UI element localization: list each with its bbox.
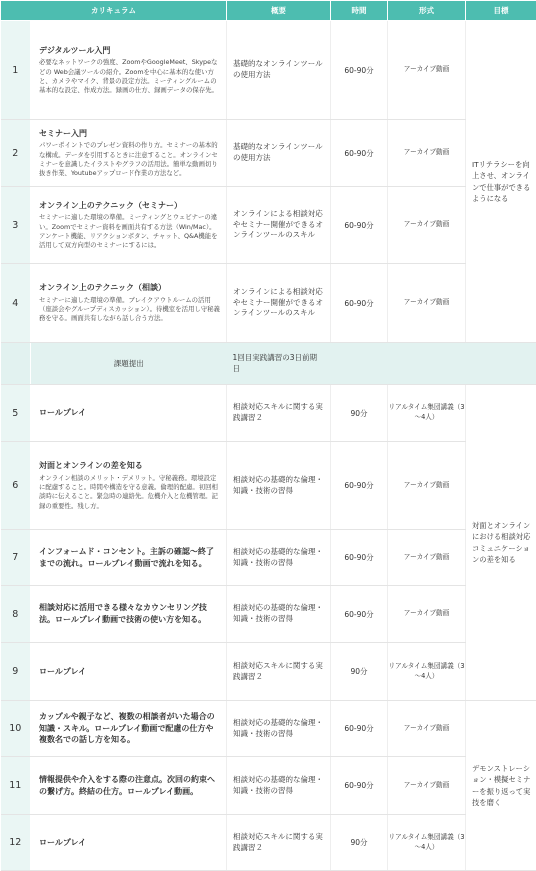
- format-cell: アーカイブ動画: [388, 264, 466, 343]
- table-row: [1, 21, 536, 120]
- time-cell: 60-90分: [331, 120, 388, 187]
- time-cell: 60-90分: [331, 757, 388, 815]
- table-header-row: [1, 1, 536, 21]
- curriculum-cell: [31, 264, 227, 343]
- time-cell: 60-90分: [331, 442, 388, 530]
- row-number-empty: [1, 343, 31, 385]
- overview-cell: 相談対応の基礎的な倫理・知識・技術の習得: [227, 757, 331, 815]
- format-cell: アーカイブ動画: [388, 442, 466, 530]
- format-cell: リアルタイム集団講義（3～4人）: [388, 815, 466, 871]
- curriculum-cell: [31, 643, 227, 701]
- table-row: [1, 757, 536, 815]
- time-cell: 60-90分: [331, 530, 388, 586]
- curriculum-title: ロールプレイ: [39, 407, 220, 419]
- overview-cell: 相談対応スキルに関する実践講習２: [227, 815, 331, 871]
- curriculum-title: カップルや親子など、複数の相談者がいた場合の知識・スキル。ロールプレイ動画で配慮の仕方や複数名での話し方を知る。: [39, 711, 220, 746]
- table-row: [1, 187, 536, 264]
- curriculum-title: ロールプレイ: [39, 666, 220, 678]
- row-number: 7: [1, 530, 31, 586]
- time-cell: 60-90分: [331, 21, 388, 120]
- table-row: [1, 442, 536, 530]
- format-cell: アーカイブ動画: [388, 21, 466, 120]
- row-number: 9: [1, 643, 31, 701]
- format-cell: アーカイブ動画: [388, 120, 466, 187]
- curriculum-cell: [31, 586, 227, 643]
- curriculum-description: パワーポイントでのプレゼン資料の作り方。セミナーの基本的な構成。データを引用するときに注意すること。オンラインセミナーを意識したイラストやグラフの活用法。簡単な動画切り抜き作業、Youtubeアップロード作業の方法など。: [39, 141, 220, 178]
- table-row: [1, 701, 536, 757]
- overview-cell: 基礎的なオンラインツールの使用方法: [227, 21, 331, 120]
- curriculum-cell: [31, 530, 227, 586]
- table-row: [1, 264, 536, 343]
- format-cell: アーカイブ動画: [388, 187, 466, 264]
- curriculum-cell: [31, 701, 227, 757]
- assignment-goal-empty: [466, 343, 536, 385]
- curriculum-title: オンライン上のテクニック（セミナー）: [39, 200, 220, 212]
- assignment-label: 課題提出: [31, 343, 227, 385]
- format-cell: アーカイブ動画: [388, 757, 466, 815]
- format-cell: アーカイブ動画: [388, 701, 466, 757]
- row-number: 5: [1, 385, 31, 442]
- assignment-row: [1, 343, 536, 385]
- format-cell: リアルタイム集団講義（3～4人）: [388, 385, 466, 442]
- row-number: 2: [1, 120, 31, 187]
- curriculum-cell: [31, 120, 227, 187]
- assignment-format-empty: [388, 343, 466, 385]
- overview-cell: オンラインによる相談対応やセミナー開催ができるオンラインツールのスキル: [227, 264, 331, 343]
- table-row: [1, 586, 536, 643]
- header-overview: 概要: [227, 1, 331, 21]
- header-goal: 目標: [466, 1, 536, 21]
- table-row: [1, 385, 536, 442]
- row-number: 1: [1, 21, 31, 120]
- header-time: 時間: [331, 1, 388, 21]
- overview-cell: 相談対応スキルに関する実践講習２: [227, 643, 331, 701]
- curriculum-title: オンライン上のテクニック（相談）: [39, 282, 220, 294]
- table-row: [1, 120, 536, 187]
- curriculum-cell: [31, 385, 227, 442]
- curriculum-title: インフォームド・コンセント。主訴の確認～終了までの流れ。ロールプレイ動画で流れを知る。: [39, 546, 220, 569]
- curriculum-description: セミナーに適した環境の準備。ブレイクアウトルームの活用（座談会やグループディスカッション）。待機室を活用し守秘義務を守る。画面共有しながら話し合う方法。: [39, 296, 220, 324]
- time-cell: 90分: [331, 643, 388, 701]
- table-row: [1, 643, 536, 701]
- overview-cell: 相談対応の基礎的な倫理・知識・技術の習得: [227, 701, 331, 757]
- time-cell: 60-90分: [331, 586, 388, 643]
- table-row: [1, 530, 536, 586]
- time-cell: 90分: [331, 385, 388, 442]
- goal-cell: ITリテラシーを向上させ、オンラインで仕事ができるようになる: [466, 21, 536, 343]
- row-number: 8: [1, 586, 31, 643]
- time-cell: 90分: [331, 815, 388, 871]
- assignment-time-empty: [331, 343, 388, 385]
- overview-cell: オンラインによる相談対応やセミナー開催ができるオンラインツールのスキル: [227, 187, 331, 264]
- curriculum-cell: [31, 442, 227, 530]
- curriculum-cell: [31, 815, 227, 871]
- row-number: 4: [1, 264, 31, 343]
- time-cell: 60-90分: [331, 187, 388, 264]
- assignment-deadline: 1回目実践講習の3日前期日: [227, 343, 331, 385]
- time-cell: 60-90分: [331, 701, 388, 757]
- curriculum-cell: [31, 187, 227, 264]
- row-number: 3: [1, 187, 31, 264]
- overview-cell: 基礎的なオンラインツールの使用方法: [227, 120, 331, 187]
- curriculum-title: セミナー入門: [39, 128, 220, 140]
- curriculum-description: オンライン相談のメリット・デメリット。守秘義務。環境設定に配慮すること。時間や構造を守る意義。倫理的配慮。初回相談時に伝えること。緊急時の連絡先。危機介入と危機管理。記録の重要性。残し方。: [39, 474, 220, 511]
- goal-cell: デモンストレーション・模擬セミナーを振り返って実技を磨く: [466, 701, 536, 871]
- row-number: 11: [1, 757, 31, 815]
- curriculum-title: 情報提供や介入をする際の注意点。次回の約束への繋げ方。終結の仕方。ロールプレイ動画。: [39, 774, 220, 797]
- header-curriculum: カリキュラム: [1, 1, 227, 21]
- table-row: [1, 815, 536, 871]
- curriculum-description: 必要なネットワークの強度、ZoomやGoogleMeet、Skypeなどの Web会議ツールの紹介。Zoomを中心に基本的な使い方と、カメラやマイク、背景の設定方法。ミーティングルームの基本的な設定、作成方法。録画の仕方、録画データの保存先。: [39, 58, 220, 95]
- row-number: 10: [1, 701, 31, 757]
- curriculum-description: セミナーに適した環境の準備。ミーティングとウェビナーの違い。Zoomでセミナー資料を画面共有する方法（Win/Mac）。アンケート機能、リアクションボタン、チャット、Q&A機能を活用して双方向型のセミナーにするには。: [39, 213, 220, 250]
- curriculum-cell: [31, 21, 227, 120]
- goal-cell: 対面とオンラインにおける相談対応コミュニケーションの差を知る: [466, 385, 536, 701]
- curriculum-title: 相談対応に活用できる様々なカウンセリング技法。ロールプレイ動画で技術の使い方を知る。: [39, 602, 220, 625]
- overview-cell: 相談対応の基礎的な倫理・知識・技術の習得: [227, 586, 331, 643]
- curriculum-cell: [31, 757, 227, 815]
- format-cell: アーカイブ動画: [388, 586, 466, 643]
- curriculum-title: 対面とオンラインの差を知る: [39, 460, 220, 472]
- curriculum-title: デジタルツール入門: [39, 45, 220, 57]
- curriculum-title: ロールプレイ: [39, 837, 220, 849]
- format-cell: リアルタイム集団講義（3～4人）: [388, 643, 466, 701]
- time-cell: 60-90分: [331, 264, 388, 343]
- format-cell: アーカイブ動画: [388, 530, 466, 586]
- overview-cell: 相談対応の基礎的な倫理・知識・技術の習得: [227, 530, 331, 586]
- row-number: 12: [1, 815, 31, 871]
- row-number: 6: [1, 442, 31, 530]
- header-format: 形式: [388, 1, 466, 21]
- overview-cell: 相談対応スキルに関する実践講習２: [227, 385, 331, 442]
- overview-cell: 相談対応の基礎的な倫理・知識・技術の習得: [227, 442, 331, 530]
